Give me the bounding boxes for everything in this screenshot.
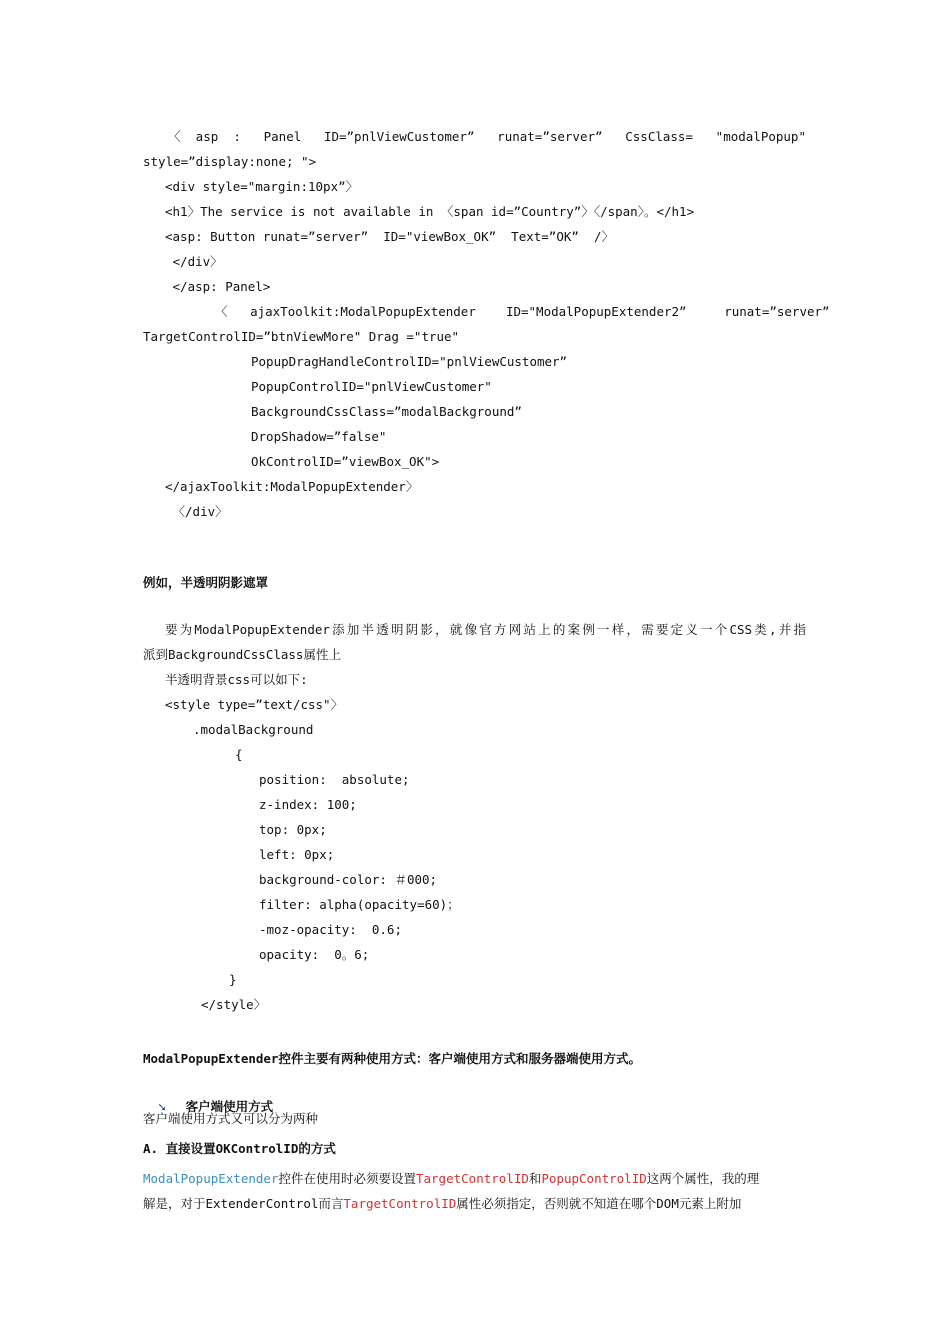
code-line: position: absolute;	[259, 772, 410, 787]
paragraph-line	[143, 1170, 759, 1188]
code-line: -moz-opacity: 0.6;	[259, 922, 402, 937]
code-line: </asp: Panel>	[165, 279, 271, 294]
code-line: z-index: 100;	[259, 797, 357, 812]
code-line: <style type=”text/css"〉	[165, 697, 344, 712]
text-span: 属性必须指定，否则就不知道在哪个DOM元素上附加	[456, 1196, 742, 1211]
code-line: TargetControlID=”btnViewMore" Drag ="true"	[143, 329, 460, 344]
code-line: PopupControlID="pnlViewCustomer"	[251, 379, 492, 394]
code-line: {	[235, 747, 243, 762]
code-line: </ajaxToolkit:ModalPopupExtender〉	[165, 479, 419, 494]
section-heading: 例如，半透明阴影遮罩	[143, 575, 269, 590]
code-line: </div〉	[165, 254, 223, 269]
code-line: </style〉	[201, 997, 267, 1012]
code-line: <div style="margin:10px”〉	[165, 179, 359, 194]
code-line: top: 0px;	[259, 822, 327, 837]
code-line: <asp: Button runat=”server” ID="viewBox_OK” Text=”OK” /〉	[165, 229, 614, 244]
term-popupcontrolid: PopupControlID	[541, 1171, 647, 1186]
code-line: 〈/div〉	[165, 504, 228, 519]
term-modalpopupextender: ModalPopupExtender	[143, 1171, 279, 1186]
code-line: .modalBackground	[193, 722, 314, 737]
code-line: background-color: ＃000;	[259, 872, 438, 887]
paragraph-line: 要为ModalPopupExtender添加半透明阴影，就像官方网站上的案例一样，需要定义一个CSS类,并指	[165, 622, 806, 637]
paragraph-line: 派到BackgroundCssClass属性上	[143, 647, 341, 662]
paragraph-line	[143, 1195, 741, 1213]
code-line: 〈 asp : Panel ID=”pnlViewCustomer” runat=”server” CssClass= "modalPopup"	[168, 129, 806, 144]
text-span: 控件在使用时必须要设置	[278, 1171, 416, 1186]
text-span: 解是，对于ExtenderControl而言	[143, 1196, 344, 1211]
code-line: }	[229, 972, 237, 987]
code-line: opacity: 0。6;	[259, 947, 370, 962]
code-line: BackgroundCssClass=”modalBackground”	[251, 404, 522, 419]
term-targetcontrolid: TargetControlID	[343, 1196, 457, 1211]
usage-heading: ModalPopupExtender控件主要有两种使用方式：客户端使用方式和服务器端使用方式。	[143, 1051, 641, 1066]
arrow-bullet-icon: ➘	[158, 1099, 166, 1114]
code-line: filter: alpha(opacity=60)；	[259, 897, 460, 912]
code-line: 〈 ajaxToolkit:ModalPopupExtender ID="ModalPopupExtender2” runat=”server”	[215, 304, 830, 319]
text-span: 和	[528, 1171, 542, 1186]
paragraph-line: 半透明背景css可以如下:	[165, 672, 308, 687]
client-heading-text: 客户端使用方式	[185, 1099, 274, 1114]
section-a-heading: A. 直接设置OKControlID的方式	[143, 1141, 336, 1156]
code-line: left: 0px;	[259, 847, 335, 862]
code-line: PopupDragHandleControlID="pnlViewCustomer”	[251, 354, 568, 369]
text-span: 这两个属性，我的理	[646, 1171, 760, 1186]
code-line: <h1〉The service is not available in 〈span id=”Country”〉〈/span〉。</h1>	[165, 204, 695, 219]
code-line: style=”display:none; ">	[143, 154, 317, 169]
code-line: DropShadow=”false"	[251, 429, 387, 444]
term-targetcontrolid: TargetControlID	[415, 1171, 529, 1186]
code-line: OkControlID=”viewBox_OK">	[251, 454, 440, 469]
client-subtext: 客户端使用方式又可以分为两种	[143, 1111, 319, 1126]
